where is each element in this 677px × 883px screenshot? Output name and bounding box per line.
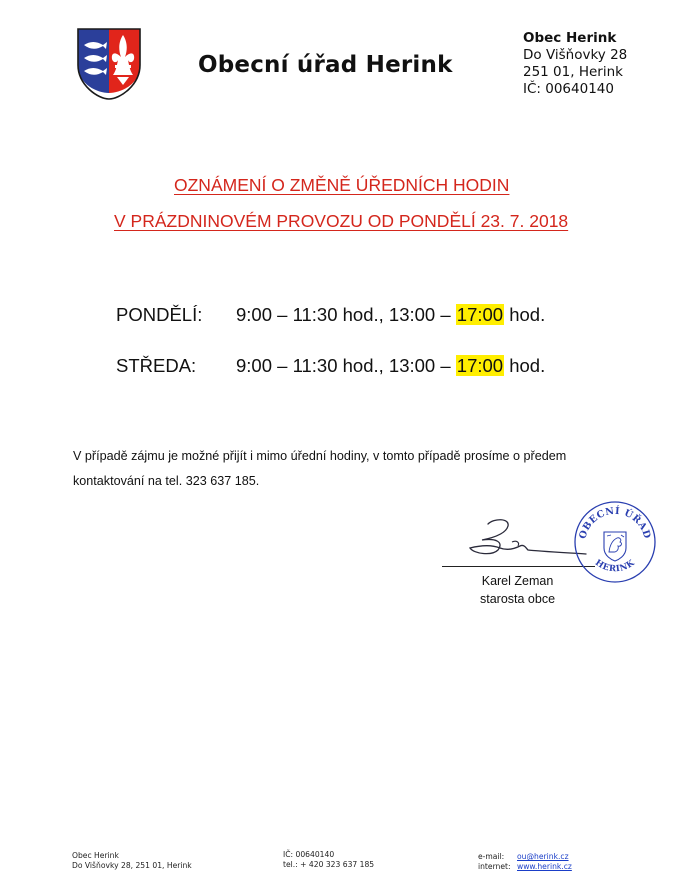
notice-heading-line-1: OZNÁMENÍ O ZMĚNĚ ÚŘEDNÍCH HODIN bbox=[174, 175, 510, 195]
footer-email-label: e-mail: bbox=[478, 852, 505, 861]
highlighted-time: 17:00 bbox=[456, 355, 504, 376]
address-city: 251 01, Herink bbox=[523, 64, 623, 80]
body-text-line-2: kontaktování na tel. 323 637 185. bbox=[73, 474, 260, 488]
schedule-hours-wednesday bbox=[236, 355, 545, 377]
hours-suffix: hod. bbox=[504, 355, 546, 376]
header-address bbox=[523, 30, 627, 98]
svg-text:HERINK: HERINK bbox=[593, 557, 637, 575]
footer-name: Obec Herink bbox=[72, 851, 119, 860]
footer-email-link[interactable]: ou@herink.cz bbox=[517, 852, 569, 861]
schedule-day-monday: PONDĚLÍ: bbox=[116, 304, 203, 325]
svg-text:OBECNÍ ÚŘAD: OBECNÍ ÚŘAD bbox=[577, 505, 653, 541]
footer-web-link[interactable]: www.herink.cz bbox=[517, 862, 572, 871]
footer-contacts bbox=[478, 852, 572, 872]
address-street: Do Višňovky 28 bbox=[523, 47, 628, 63]
signer-block bbox=[480, 572, 555, 608]
schedule-hours-monday bbox=[236, 304, 545, 326]
official-stamp bbox=[573, 500, 657, 584]
footer-street: Do Višňovky 28, 251 01, Herink bbox=[72, 861, 192, 870]
hours-text: 9:00 – 11:30 hod., 13:00 – bbox=[236, 304, 456, 325]
notice-heading-line-2: V PRÁZDNINOVÉM PROVOZU OD PONDĚLÍ 23. 7. 2018 bbox=[114, 211, 569, 231]
office-title: Obecní úřad Herink bbox=[198, 52, 453, 78]
schedule-day-wednesday: STŘEDA: bbox=[116, 355, 197, 376]
footer-tel: tel.: + 420 323 637 185 bbox=[283, 860, 375, 869]
highlighted-time: 17:00 bbox=[456, 304, 504, 325]
signer-name: Karel Zeman bbox=[481, 574, 554, 588]
footer-web-label: internet: bbox=[478, 862, 511, 871]
body-text-line-1: V případě zájmu je možné přijít i mimo úřední hodiny, v tomto případě prosíme o předem bbox=[73, 449, 567, 463]
footer-ids bbox=[283, 850, 374, 870]
hours-text: 9:00 – 11:30 hod., 13:00 – bbox=[236, 355, 456, 376]
coat-of-arms-logo bbox=[76, 27, 142, 101]
hours-suffix: hod. bbox=[504, 304, 546, 325]
signer-role: starosta obce bbox=[480, 592, 556, 606]
handwritten-signature bbox=[458, 514, 588, 564]
address-name: Obec Herink bbox=[523, 30, 617, 46]
footer-address bbox=[72, 851, 192, 871]
address-ic: IČ: 00640140 bbox=[523, 81, 614, 97]
footer-ic: IČ: 00640140 bbox=[283, 850, 335, 859]
